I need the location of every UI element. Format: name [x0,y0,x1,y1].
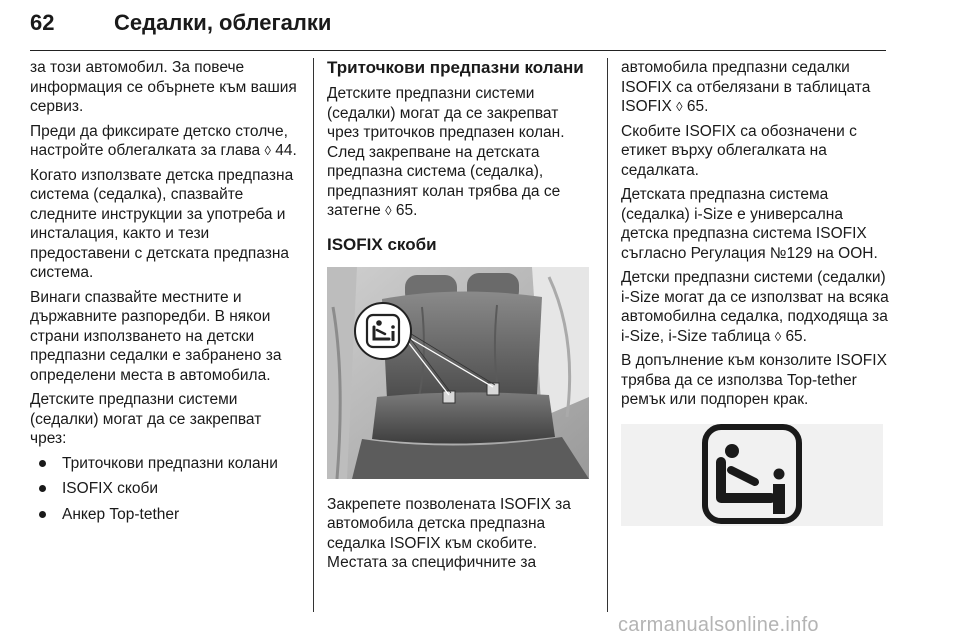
isofix-child-seat-icon [621,424,883,526]
section-heading: ISOFIX скоби [327,234,437,254]
isofix-label-icon [621,424,883,526]
list-item: Анкер Top-tether [30,505,298,525]
isofix-seat-photo [327,267,589,479]
page-number: 62 [30,10,55,35]
bullet-list [30,454,298,525]
column-divider [313,58,314,612]
paragraph: Когато използвате детска предпазна система (седалка), спазвайте следните инструкции за употреба и инсталация, както и тези предоставени с детската предпазна система. [30,166,294,281]
list-item: Триточкови предпазни колани [30,454,298,474]
paragraph: Детската предпазна система (седалка) i-Size е универсална детска предпазна система ISOFIX съгласно Регулация №129 на ООН. [621,186,878,262]
section-heading: Триточкови предпазни колани [327,58,584,77]
page-ref-link[interactable]: 65. [785,327,807,345]
column-2 [327,58,593,578]
paragraph: Скобите ISOFIX са обозначени с етикет върху облегалката на седалката. [621,122,857,179]
paragraph: В допълнение към конзолите ISOFIX трябва да се използва Top-tether ремък или подпорен крак. [621,352,887,408]
paragraph: Детски предпазни системи (седалки) i-Size могат да се използват на всяка автомобилна седалка, подходяща за i-Size, i-Size таблица ◊ 65. [621,269,889,345]
paragraph: за този автомобил. За повече информация се обърнете към вашия сервиз. [30,59,297,115]
page-ref-icon: ◊ [774,328,782,344]
page-ref-link[interactable]: 44. [275,142,297,159]
paragraph: Детските предпазни системи (седалки) могат да се закрепват чрез триточков предпазен колан. След закрепване на детската предпазна система (седалка), предпазният колан трябва да се затегне ◊ 65. [327,85,565,219]
column-3 [621,58,889,526]
paragraph: Преди да фиксирате детско столче, настройте облегалката за глава ◊ 44. [30,122,297,159]
column-1 [30,58,298,530]
paragraph: Винаги спазвайте местните и държавните разпоредби. В някои страни използването на детски предпазни седалки е забранено за определени места в автомобила. [30,288,282,384]
page-ref-icon: ◊ [385,203,392,218]
page-ref-link[interactable]: 65. [686,98,709,115]
page-ref-link[interactable]: 65. [395,202,418,219]
figure-caption: Закрепете позволената ISOFIX за автомобила детска предпазна седалка ISOFIX към скобите. Местата за специфичните за [327,495,571,571]
paragraph: Детските предпазни системи (седалки) могат да се закрепват чрез: [30,391,262,447]
page-header [30,0,886,51]
list-item: ISOFIX скоби [30,479,298,499]
watermark: carmanualsonline.info [618,614,819,636]
seat-illustration [327,267,589,479]
column-divider [607,58,608,612]
page-ref-icon: ◊ [676,99,683,114]
chapter-title: Седалки, облегалки [114,10,332,35]
page-ref-icon: ◊ [264,143,271,158]
paragraph: автомобила предпазни седалки ISOFIX са отбелязани в таблицата ISOFIX ◊ 65. [621,59,871,115]
